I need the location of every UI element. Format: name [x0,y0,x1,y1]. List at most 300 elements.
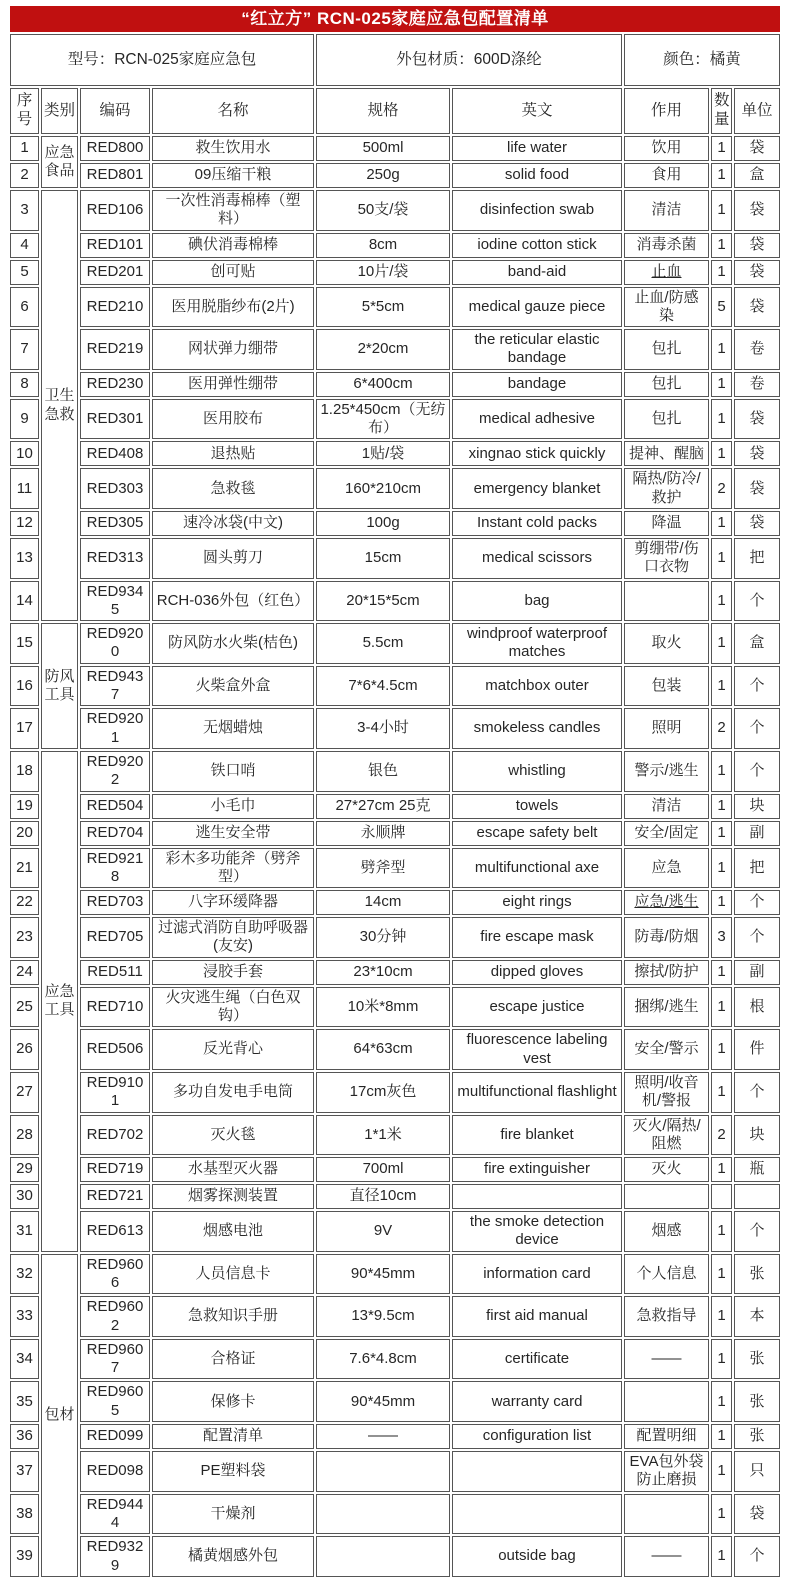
cell-unit: 副 [734,821,780,846]
cell-use: 烟感 [624,1211,709,1252]
table-row [10,329,780,370]
cell-use: 隔热/防冷/救护 [624,468,709,509]
cell-en: the smoke detection device [452,1211,622,1252]
cell-unit: 卷 [734,329,780,370]
cell-spec: 15cm [316,538,450,579]
cell-spec: 银色 [316,751,450,792]
cell-no: 4 [10,233,39,258]
cell-en: first aid manual [452,1296,622,1337]
table-row [10,538,780,579]
cell-name: 小毛巾 [152,794,314,819]
cell-unit: 个 [734,890,780,915]
cell-code: RED301 [80,399,150,440]
cell-use: 包装 [624,666,709,707]
config-list-sheet [8,4,782,1579]
cell-code: RED504 [80,794,150,819]
cell-en: towels [452,794,622,819]
cell-spec: 160*210cm [316,468,450,509]
cell-name: 人员信息卡 [152,1254,314,1295]
cell-en: fire escape mask [452,917,622,958]
cell-en: medical adhesive [452,399,622,440]
cell-en: windproof waterproof matches [452,623,622,664]
cell-unit: 个 [734,751,780,792]
cell-name: 逃生安全带 [152,821,314,846]
cell-unit: 把 [734,538,780,579]
category-cell: 防风工具 [41,623,78,749]
cell-name: 铁口哨 [152,751,314,792]
cell-unit: 袋 [734,190,780,231]
cell-no: 5 [10,260,39,285]
cell-code: RED9607 [80,1339,150,1380]
cell-no: 17 [10,708,39,749]
cell-code: RED511 [80,960,150,985]
cell-en: configuration list [452,1424,622,1449]
cell-name: PE塑料袋 [152,1451,314,1492]
cell-name: 救生饮用水 [152,136,314,161]
cell-use: 急救指导 [624,1296,709,1337]
cell-qty: 1 [711,987,732,1028]
cell-no: 12 [10,511,39,536]
material-info: 外包材质：600D涤纶 [316,34,622,86]
cell-en: fire blanket [452,1115,622,1156]
cell-name: 碘伏消毒棉棒 [152,233,314,258]
cell-qty: 1 [711,1029,732,1070]
cell-qty: 1 [711,538,732,579]
cell-use: 止血 [624,260,709,285]
cell-spec: 250g [316,163,450,188]
cell-en: eight rings [452,890,622,915]
cell-unit: 件 [734,1029,780,1070]
cell-code: RED9437 [80,666,150,707]
cell-qty: 1 [711,163,732,188]
col-header-code: 编码 [80,88,150,134]
cell-en: medical scissors [452,538,622,579]
col-header-spec: 规格 [316,88,450,134]
cell-qty: 1 [711,190,732,231]
cell-qty: 1 [711,821,732,846]
cell-unit: 个 [734,1536,780,1577]
cell-no: 28 [10,1115,39,1156]
category-cell: 包材 [41,1254,78,1577]
category-cell: 卫生急救 [41,190,78,621]
table-row [10,1494,780,1535]
cell-code: RED098 [80,1451,150,1492]
table-row [10,1211,780,1252]
cell-unit: 张 [734,1381,780,1422]
cell-unit: 袋 [734,468,780,509]
cell-no: 35 [10,1381,39,1422]
cell-code: RED800 [80,136,150,161]
cell-no: 32 [10,1254,39,1295]
table-row [10,581,780,622]
cell-code: RED703 [80,890,150,915]
cell-spec: 90*45mm [316,1381,450,1422]
cell-code: RED9329 [80,1536,150,1577]
cell-name: 圆头剪刀 [152,538,314,579]
cell-use: 应急 [624,848,709,889]
cell-qty: 1 [711,623,732,664]
cell-en [452,1451,622,1492]
cell-unit: 袋 [734,260,780,285]
table-row [10,1451,780,1492]
cell-no: 7 [10,329,39,370]
cell-code: RED705 [80,917,150,958]
cell-en: life water [452,136,622,161]
cell-use [624,1184,709,1209]
cell-spec: 100g [316,511,450,536]
cell-use: 止血/防感染 [624,287,709,328]
cell-spec: 劈斧型 [316,848,450,889]
cell-spec: 5.5cm [316,623,450,664]
cell-code: RED9218 [80,848,150,889]
cell-spec: 10片/袋 [316,260,450,285]
cell-code: RED408 [80,441,150,466]
cell-en: fire extinguisher [452,1157,622,1182]
cell-unit: 只 [734,1451,780,1492]
cell-name: 急救毯 [152,468,314,509]
cell-qty: 1 [711,441,732,466]
cell-unit: 袋 [734,287,780,328]
cell-name: 八字环缓降器 [152,890,314,915]
cell-code: RED305 [80,511,150,536]
cell-spec [316,1451,450,1492]
title-row [10,6,780,32]
cell-unit: 张 [734,1254,780,1295]
cell-no: 16 [10,666,39,707]
cell-qty: 3 [711,917,732,958]
cell-use: 包扎 [624,329,709,370]
table-row [10,1029,780,1070]
cell-code: RED303 [80,468,150,509]
cell-spec: 9V [316,1211,450,1252]
cell-en: xingnao stick quickly [452,441,622,466]
cell-no: 29 [10,1157,39,1182]
cell-use: —— [624,1339,709,1380]
cell-qty: 1 [711,581,732,622]
table-row [10,1157,780,1182]
cell-qty: 1 [711,1254,732,1295]
cell-no: 3 [10,190,39,231]
cell-spec: 3-4小时 [316,708,450,749]
cell-unit: 个 [734,666,780,707]
cell-name: 配置清单 [152,1424,314,1449]
cell-name: 烟雾探测装置 [152,1184,314,1209]
spec-table [8,4,782,1579]
cell-unit: 盒 [734,163,780,188]
cell-name: 医用弹性绷带 [152,372,314,397]
cell-name: 过滤式消防自助呼吸器(友安) [152,917,314,958]
cell-unit: 个 [734,1072,780,1113]
cell-spec: 1.25*450cm（无纺布） [316,399,450,440]
cell-name: 网状弹力绷带 [152,329,314,370]
col-header-category: 类别 [41,88,78,134]
cell-spec: 8cm [316,233,450,258]
table-row [10,1184,780,1209]
cell-spec [316,1536,450,1577]
cell-name: 09压缩干粮 [152,163,314,188]
cell-qty: 1 [711,1211,732,1252]
cell-spec: 50支/袋 [316,190,450,231]
cell-name: 灭火毯 [152,1115,314,1156]
cell-name: 干燥剂 [152,1494,314,1535]
cell-spec: 1*1米 [316,1115,450,1156]
cell-use: 消毒杀菌 [624,233,709,258]
table-row [10,890,780,915]
cell-code: RED219 [80,329,150,370]
cell-en: emergency blanket [452,468,622,509]
cell-use: 应急/逃生 [624,890,709,915]
cell-unit: 袋 [734,511,780,536]
cell-spec: 700ml [316,1157,450,1182]
cell-use: 食用 [624,163,709,188]
cell-qty: 1 [711,794,732,819]
cell-name: 浸胶手套 [152,960,314,985]
cell-spec: 17cm灰色 [316,1072,450,1113]
cell-no: 20 [10,821,39,846]
cell-qty: 1 [711,233,732,258]
cell-qty: 1 [711,751,732,792]
cell-spec: 20*15*5cm [316,581,450,622]
cell-qty: 1 [711,511,732,536]
cell-unit: 瓶 [734,1157,780,1182]
cell-name: 反光背心 [152,1029,314,1070]
cell-qty: 2 [711,468,732,509]
cell-en: matchbox outer [452,666,622,707]
cell-spec: 64*63cm [316,1029,450,1070]
cell-code: RED210 [80,287,150,328]
cell-en [452,1494,622,1535]
col-header-use: 作用 [624,88,709,134]
table-row [10,163,780,188]
table-row [10,1424,780,1449]
cell-name: 医用胶布 [152,399,314,440]
cell-en: solid food [452,163,622,188]
table-row [10,136,780,161]
cell-no: 13 [10,538,39,579]
cell-code: RED9345 [80,581,150,622]
cell-qty: 2 [711,1115,732,1156]
cell-en: disinfection swab [452,190,622,231]
cell-use: 包扎 [624,399,709,440]
cell-qty: 1 [711,1494,732,1535]
cell-unit: 把 [734,848,780,889]
table-row [10,190,780,231]
cell-en: escape justice [452,987,622,1028]
cell-spec: 直径10cm [316,1184,450,1209]
cell-en: warranty card [452,1381,622,1422]
cell-use: 饮用 [624,136,709,161]
cell-no: 26 [10,1029,39,1070]
table-row [10,399,780,440]
cell-unit [734,1184,780,1209]
cell-spec: 2*20cm [316,329,450,370]
table-row [10,468,780,509]
cell-unit: 块 [734,1115,780,1156]
cell-use: 取火 [624,623,709,664]
cell-use: 捆绑/逃生 [624,987,709,1028]
cell-code: RED9444 [80,1494,150,1535]
cell-code: RED704 [80,821,150,846]
table-row [10,794,780,819]
cell-name: 防风防水火柴(桔色) [152,623,314,664]
cell-spec: 永顺牌 [316,821,450,846]
cell-name: 保修卡 [152,1381,314,1422]
model-info: 型号：RCN-025家庭应急包 [10,34,314,86]
table-row [10,1254,780,1295]
cell-unit: 袋 [734,441,780,466]
cell-no: 14 [10,581,39,622]
cell-qty: 1 [711,1451,732,1492]
cell-code: RED801 [80,163,150,188]
cell-use: 安全/警示 [624,1029,709,1070]
table-row [10,917,780,958]
table-row [10,1536,780,1577]
cell-en: escape safety belt [452,821,622,846]
cell-use: 安全/固定 [624,821,709,846]
col-header-qty: 数量 [711,88,732,134]
cell-use: 照明 [624,708,709,749]
cell-unit: 个 [734,581,780,622]
cell-use: 个人信息 [624,1254,709,1295]
cell-unit: 张 [734,1424,780,1449]
cell-code: RED721 [80,1184,150,1209]
cell-en [452,1184,622,1209]
cell-use: EVA包外袋防止磨损 [624,1451,709,1492]
cell-qty: 1 [711,848,732,889]
table-row [10,233,780,258]
page-title: “红立方” RCN-025家庭应急包配置清单 [10,6,780,32]
cell-no: 34 [10,1339,39,1380]
cell-spec: 27*27cm 25克 [316,794,450,819]
cell-unit: 个 [734,708,780,749]
cell-name: 速冷冰袋(中文) [152,511,314,536]
cell-name: 烟感电池 [152,1211,314,1252]
col-header-english: 英文 [452,88,622,134]
cell-no: 10 [10,441,39,466]
cell-qty: 1 [711,960,732,985]
table-row [10,1072,780,1113]
cell-use: 灭火 [624,1157,709,1182]
cell-unit: 个 [734,917,780,958]
cell-code: RED613 [80,1211,150,1252]
cell-name: 火柴盒外盒 [152,666,314,707]
cell-en: iodine cotton stick [452,233,622,258]
cell-name: 无烟蜡烛 [152,708,314,749]
table-row [10,372,780,397]
cell-spec: 1贴/袋 [316,441,450,466]
cell-code: RED9606 [80,1254,150,1295]
cell-en: Instant cold packs [452,511,622,536]
table-row [10,441,780,466]
cell-no: 24 [10,960,39,985]
cell-en: bag [452,581,622,622]
cell-name: 医用脱脂纱布(2片) [152,287,314,328]
cell-code: RED9101 [80,1072,150,1113]
cell-spec: 7.6*4.8cm [316,1339,450,1380]
cell-no: 27 [10,1072,39,1113]
category-cell: 应急食品 [41,136,78,188]
cell-no: 37 [10,1451,39,1492]
cell-code: RED101 [80,233,150,258]
cell-spec: 10米*8mm [316,987,450,1028]
column-header-row [10,88,780,134]
cell-en: multifunctional flashlight [452,1072,622,1113]
cell-spec: 500ml [316,136,450,161]
cell-en: bandage [452,372,622,397]
cell-no: 19 [10,794,39,819]
table-row [10,751,780,792]
cell-spec: 5*5cm [316,287,450,328]
cell-qty: 1 [711,1339,732,1380]
cell-code: RED9202 [80,751,150,792]
cell-unit: 袋 [734,136,780,161]
cell-code: RED201 [80,260,150,285]
table-row [10,260,780,285]
cell-spec [316,1494,450,1535]
cell-unit: 卷 [734,372,780,397]
cell-no: 31 [10,1211,39,1252]
cell-no: 8 [10,372,39,397]
cell-name: 橘黄烟感外包 [152,1536,314,1577]
cell-qty: 1 [711,1296,732,1337]
cell-qty: 1 [711,1072,732,1113]
col-header-unit: 单位 [734,88,780,134]
cell-en: fluorescence labeling vest [452,1029,622,1070]
cell-unit: 袋 [734,233,780,258]
cell-no: 30 [10,1184,39,1209]
cell-use: 配置明细 [624,1424,709,1449]
cell-qty: 1 [711,1424,732,1449]
cell-qty: 1 [711,1536,732,1577]
cell-en: outside bag [452,1536,622,1577]
cell-use: —— [624,1536,709,1577]
cell-code: RED9602 [80,1296,150,1337]
cell-spec: —— [316,1424,450,1449]
cell-no: 22 [10,890,39,915]
cell-unit: 本 [734,1296,780,1337]
table-body [10,136,780,1577]
cell-qty: 1 [711,136,732,161]
cell-qty: 1 [711,372,732,397]
cell-qty: 1 [711,890,732,915]
cell-name: 退热贴 [152,441,314,466]
cell-qty: 5 [711,287,732,328]
cell-use: 清洁 [624,794,709,819]
cell-spec: 30分钟 [316,917,450,958]
table-row [10,1115,780,1156]
cell-no: 38 [10,1494,39,1535]
cell-no: 2 [10,163,39,188]
cell-unit: 袋 [734,399,780,440]
cell-name: 多功自发电手电筒 [152,1072,314,1113]
info-row [10,34,780,86]
table-row [10,1339,780,1380]
category-cell: 应急工具 [41,751,78,1252]
cell-qty: 1 [711,1157,732,1182]
cell-spec: 14cm [316,890,450,915]
cell-use [624,581,709,622]
cell-no: 9 [10,399,39,440]
cell-use: 提神、醒脑 [624,441,709,466]
cell-en: whistling [452,751,622,792]
cell-unit: 根 [734,987,780,1028]
cell-qty: 1 [711,1381,732,1422]
cell-code: RED099 [80,1424,150,1449]
table-row [10,666,780,707]
color-info: 颜色：橘黄 [624,34,780,86]
cell-qty: 1 [711,399,732,440]
cell-no: 21 [10,848,39,889]
